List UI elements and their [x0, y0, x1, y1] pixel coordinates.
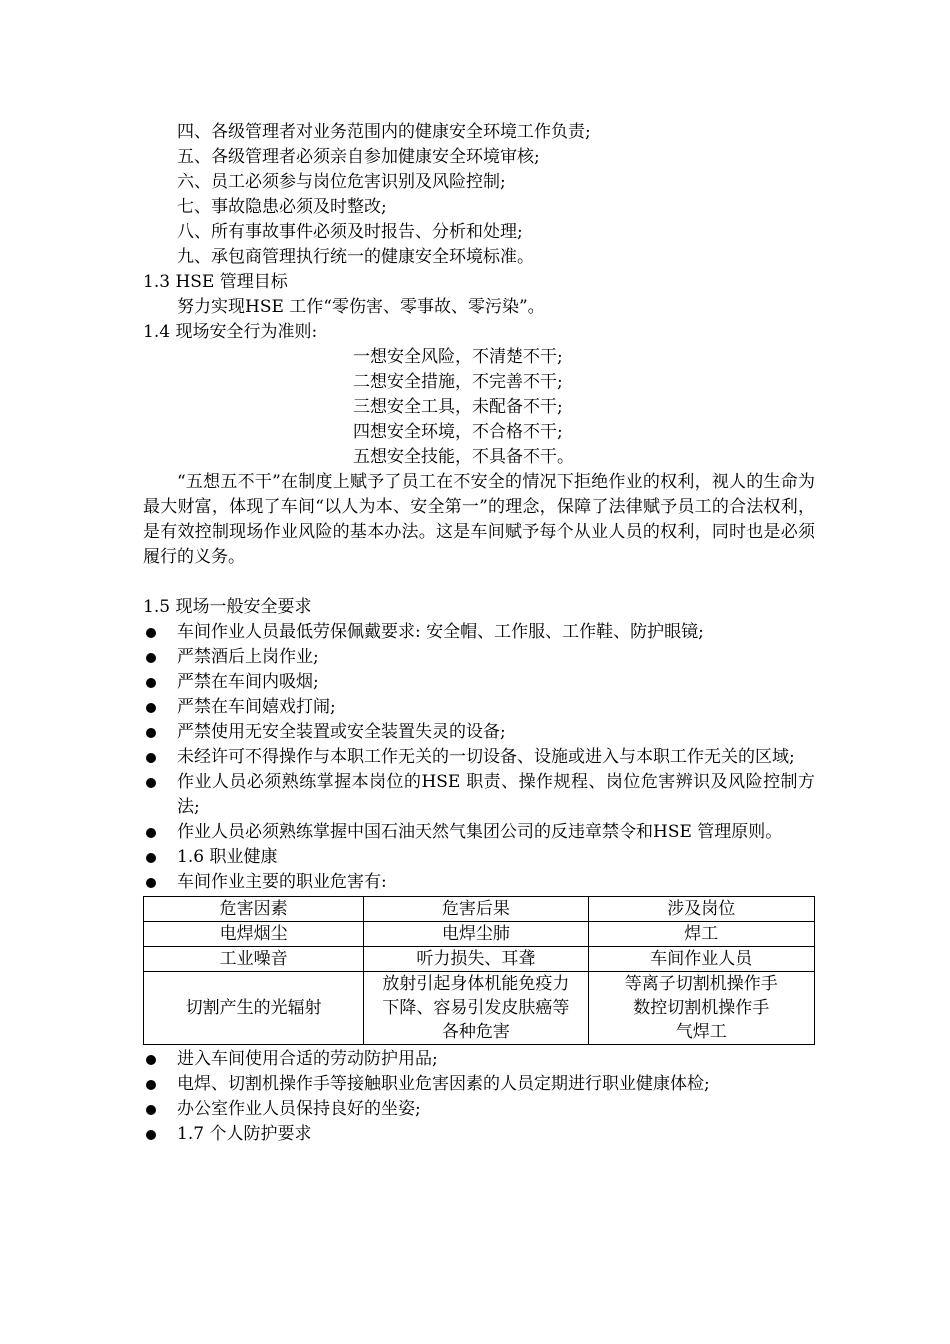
table-header-row: [144, 897, 815, 922]
table-cell: 等离子切割机操作手 数控切割机操作手 气焊工: [588, 972, 814, 1045]
behavior-rule: 五想安全技能，不具备不干。: [353, 447, 574, 467]
table-cell: 电焊烟尘: [144, 922, 364, 947]
bullet-item-heading: [143, 1122, 815, 1147]
principle-item: 九、承包商管理执行统一的健康安全环境标准。: [177, 247, 534, 267]
principle-item: 五、各级管理者必须亲自参加健康安全环境审核;: [177, 147, 540, 167]
section-1-6-heading: 1.6 职业健康: [177, 847, 278, 867]
bullet-item: [143, 745, 815, 770]
table-header-cell: 危害后果: [364, 897, 588, 922]
bullet-text: 作业人员必须熟练掌握中国石油天然气集团公司的反违章禁令和HSE 管理原则。: [177, 822, 783, 842]
bullet-item: [143, 670, 815, 695]
bullet-item: [143, 820, 815, 845]
bullet-dot-icon: [146, 678, 156, 688]
bullet-dot-icon: [146, 753, 156, 763]
bullet-item: [143, 1047, 815, 1072]
table-header-cell: 危害因素: [144, 897, 364, 922]
bullet-dot-icon: [146, 1105, 156, 1115]
section-1-7-heading: 1.7 个人防护要求: [177, 1124, 312, 1144]
bullet-dot-icon: [146, 853, 156, 863]
bullet-item: [143, 1097, 815, 1122]
bullet-dot-icon: [146, 1130, 156, 1140]
bullet-dot-icon: [146, 703, 156, 713]
bullet-dot-icon: [146, 628, 156, 638]
bullet-text: 作业人员必须熟练掌握本岗位的HSE 职责、操作规程、岗位危害辨识及风险控制方法;: [177, 772, 815, 817]
behavior-rule: 一想安全风险，不清楚不干;: [353, 347, 563, 367]
table-row: [144, 947, 815, 972]
bullet-item: [143, 695, 815, 720]
table-cell: 工业噪音: [144, 947, 364, 972]
principle-item: 四、各级管理者对业务范围内的健康安全环境工作负责;: [177, 122, 591, 142]
bullet-text: 未经许可不得操作与本职工作无关的一切设备、设施或进入与本职工作无关的区域;: [177, 747, 795, 767]
bullet-dot-icon: [146, 1055, 156, 1065]
section-1-4-heading: 1.4 现场安全行为准则:: [143, 322, 318, 342]
bullet-item: [143, 620, 815, 645]
principle-item: 八、所有事故事件必须及时报告、分析和处理;: [177, 222, 523, 242]
bullet-item: [143, 1072, 815, 1097]
table-cell: 焊工: [588, 922, 814, 947]
principle-item: 七、事故隐患必须及时整改;: [177, 197, 387, 217]
table-cell: 切割产生的光辐射: [144, 972, 364, 1045]
behavior-rule: 三想安全工具，未配备不干;: [353, 397, 563, 417]
section-1-3-heading: 1.3 HSE 管理目标: [143, 272, 288, 292]
bullet-dot-icon: [146, 878, 156, 888]
bullet-text: 车间作业主要的职业危害有:: [177, 872, 387, 892]
bullet-dot-icon: [146, 728, 156, 738]
table-header-cell: 涉及岗位: [588, 897, 814, 922]
table-cell: 听力损失、耳聋: [364, 947, 588, 972]
behavior-rule: 四想安全环境，不合格不干;: [353, 422, 563, 442]
section-1-5-heading: 1.5 现场一般安全要求: [143, 597, 312, 617]
bullet-item: [143, 770, 815, 820]
table-cell: 车间作业人员: [588, 947, 814, 972]
table-row: [144, 972, 815, 1045]
bullet-text: 严禁使用无安全装置或安全装置失灵的设备;: [177, 722, 506, 742]
hazard-table: [143, 896, 815, 1045]
bullet-item: [143, 870, 815, 895]
bullet-item-heading: [143, 845, 815, 870]
bullet-item: [143, 645, 815, 670]
bullet-dot-icon: [146, 653, 156, 663]
principle-item: 六、员工必须参与岗位危害识别及风险控制;: [177, 172, 506, 192]
blank-line: [143, 570, 815, 595]
five-rules-paragraph: “五想五不干”在制度上赋予了员工在不安全的情况下拒绝作业的权利，视人的生命为最大财富，体现了车间“以人为本、安全第一”的理念，保障了法律赋予员工的合法权利，是有效控制现场作业风险的基本办法。这是车间赋予每个从业人员的权利，同时也是必须履行的义务。: [143, 472, 815, 567]
section-1-3-body: 努力实现HSE 工作“零伤害、零事故、零污染”。: [177, 297, 545, 317]
table-row: [144, 922, 815, 947]
document-page: [143, 120, 815, 1147]
bullet-text: 严禁在车间内吸烟;: [177, 672, 319, 692]
bullet-dot-icon: [146, 828, 156, 838]
bullet-text: 严禁酒后上岗作业;: [177, 647, 319, 667]
bullet-text: 进入车间使用合适的劳动防护用品;: [177, 1049, 438, 1069]
bullet-item: [143, 720, 815, 745]
bullet-dot-icon: [146, 1080, 156, 1090]
bullet-text: 电焊、切割机操作手等接触职业危害因素的人员定期进行职业健康体检;: [177, 1074, 710, 1094]
bullet-text: 严禁在车间嬉戏打闹;: [177, 697, 336, 717]
bullet-text: 车间作业人员最低劳保佩戴要求: 安全帽、工作服、工作鞋、防护眼镜;: [177, 622, 704, 642]
bullet-dot-icon: [146, 778, 156, 788]
table-cell: 放射引起身体机能免疫力下降、容易引发皮肤癌等各种危害: [364, 972, 588, 1045]
table-cell: 电焊尘肺: [364, 922, 588, 947]
bullet-text: 办公室作业人员保持良好的坐姿;: [177, 1099, 421, 1119]
behavior-rule: 二想安全措施，不完善不干;: [353, 372, 563, 392]
